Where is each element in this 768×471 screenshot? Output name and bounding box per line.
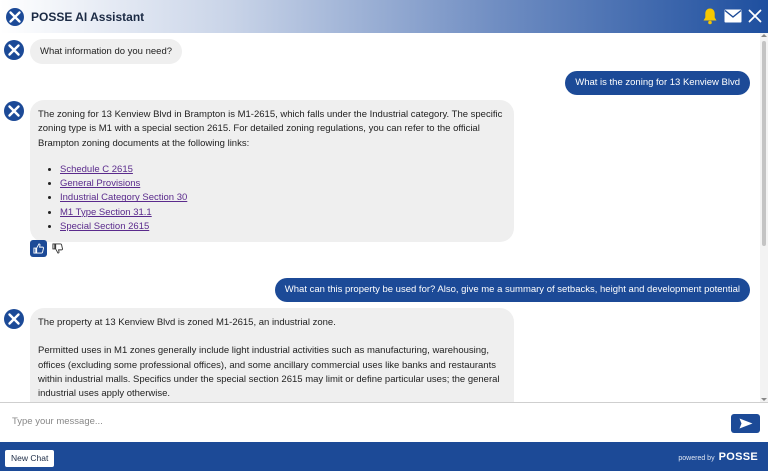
powered-by [678,451,758,463]
scrollbar-thumb[interactable] [762,41,766,246]
posse-logo-icon [6,8,24,26]
close-icon[interactable] [748,9,762,23]
message-paragraph: Permitted uses in M1 zones generally include light industrial activities such as manufacturing, warehousing, offices (excluding some professional offices), and some ancillary commercial uses like banks and restaurants within industrial malls. Specifics under the special section 2615 may limit or define particular uses; the general industrial uses apply otherwise. [38,345,500,400]
zoning-links [38,163,506,234]
assistant-avatar-icon [4,40,24,60]
thumbs-up-button[interactable] [30,240,47,257]
footer-bar [0,442,768,471]
brand-logo: POSSE [718,451,758,463]
chat-scrollbar[interactable] [760,33,768,402]
list-item [60,177,506,191]
link-general-provisions[interactable]: General Provisions [60,178,141,190]
scroll-down-icon[interactable] [761,398,767,401]
assistant-avatar-icon [4,309,24,329]
list-item [60,220,506,234]
title-actions [702,7,762,25]
app-title: POSSE AI Assistant [31,9,145,24]
powered-by-label: powered by [678,455,715,462]
new-chat-button[interactable]: New Chat [5,450,54,467]
message-paragraph: The property at 13 Kenview Blvd is zoned M1-2615, an industrial zone. [38,317,336,328]
scroll-up-icon[interactable] [761,34,767,37]
bot-message: What information do you need? [30,39,182,64]
user-message: What is the zoning for 13 Kenview Blvd [565,71,750,95]
thumbs-down-icon[interactable] [52,243,63,254]
title-bar [0,0,768,33]
message-input[interactable] [12,412,712,430]
message-text: The zoning for 13 Kenview Blvd in Brampton is M1-2615, which falls under the Industrial category. The specific zoning type is M1 with a special section 2615. For detailed zoning regulations, you can refer to the official Brampton zoning documents at the following links: [38,109,503,149]
link-special-section[interactable]: Special Section 2615 [60,221,150,233]
send-button[interactable] [731,414,760,433]
chat-area [0,33,760,402]
list-item [60,191,506,205]
mail-icon[interactable] [724,9,742,23]
bell-icon[interactable] [702,7,718,25]
list-item [60,206,506,220]
send-icon [739,418,753,429]
message-composer [0,402,768,442]
thumbs-up-icon [33,243,44,254]
user-message: What can this property be used for? Also, give me a summary of setbacks, height and development potential [275,278,750,302]
link-industrial-category[interactable]: Industrial Category Section 30 [60,192,188,204]
message-feedback [30,240,63,257]
link-schedule-c[interactable]: Schedule C 2615 [60,163,133,175]
list-item [60,163,506,177]
assistant-avatar-icon [4,101,24,121]
link-m1-type[interactable]: M1 Type Section 31.1 [60,206,152,218]
bot-message [30,100,514,242]
